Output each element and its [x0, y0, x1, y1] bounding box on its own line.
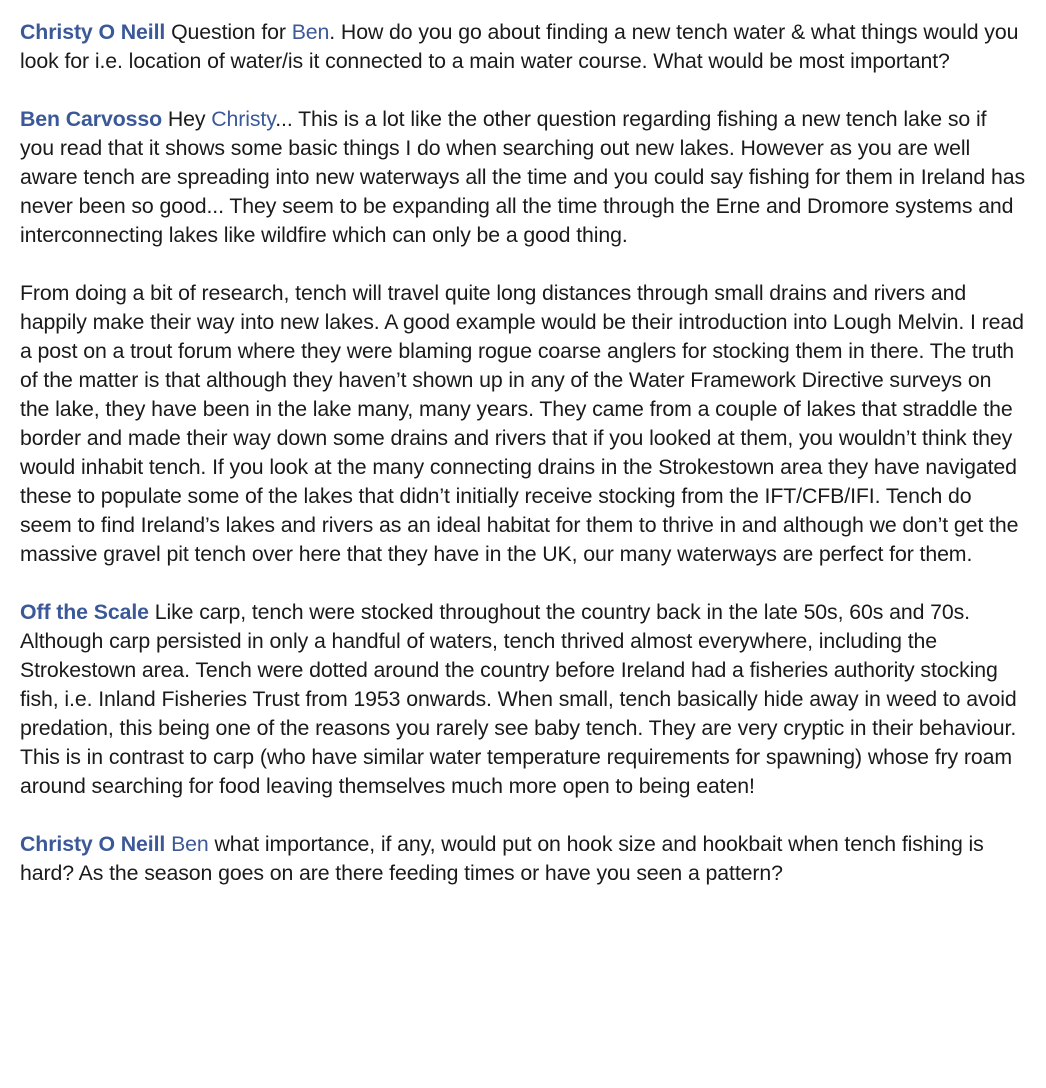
comment-author[interactable]: Christy O Neill [20, 832, 166, 856]
comment [20, 598, 1026, 801]
comment-text: Hey [162, 107, 212, 131]
comment-continuation [20, 279, 1026, 569]
comment [20, 18, 1026, 76]
comment-text: Like carp, tench were stocked throughout the country back in the late 50s, 60s and 70s. Although carp persisted in only a handful of waters, tench thrived almost everywhere, including the Strokestown area. Tench were dotted around the country before Ireland had a fisheries authority stocking fish, i.e. Inland Fisheries Trust from 1953 onwards. When small, tench basically hide away in weed to avoid predation, this being one of the reasons you rarely see baby tench. They are very cryptic in their behaviour. This is in contrast to carp (who have similar water temperature requirements for spawning) whose fry roam around searching for food leaving themselves much more open to being eaten! [20, 600, 1017, 798]
comment-author[interactable]: Christy O Neill [20, 20, 166, 44]
comment [20, 105, 1026, 250]
mention-link[interactable]: Christy [211, 107, 276, 131]
comment-text: . How do you go about finding a new tench water & what things would you look for i.e. location of water/is it connected to a main water course. What would be most important? [20, 20, 1019, 73]
comment-author[interactable]: Off the Scale [20, 600, 149, 624]
comment-text: what importance, if any, would put on hook size and hookbait when tench fishing is hard? As the season goes on are there feeding times or have you seen a pattern? [20, 832, 984, 885]
mention-link[interactable]: Ben [291, 20, 330, 44]
comment-text: Question for [165, 20, 292, 44]
mention-link[interactable]: Ben [171, 832, 209, 856]
comment-author[interactable]: Ben Carvosso [20, 107, 163, 131]
comment [20, 830, 1026, 888]
comment-text: From doing a bit of research, tench will travel quite long distances through small drains and rivers and happily make their way into new lakes. A good example would be their introduction into Lough Melvin. I read a post on a trout forum where they were blaming rogue coarse anglers for stocking them in there. The truth of the matter is that although they haven’t shown up in any of the Water Framework Directive surveys on the lake, they have been in the lake many, many years. They came from a couple of lakes that straddle the border and made their way down some drains and rivers that if you looked at them, you wouldn’t think they would inhabit tench. If you look at the many connecting drains in the Strokestown area they have navigated these to populate some of the lakes that didn’t initially receive stocking from the IFT/CFB/IFI. Tench do seem to find Ireland’s lakes and rivers as an ideal habitat for them to thrive in and although we don’t get the massive gravel pit tench over here that they have in the UK, our many waterways are perfect for them. [20, 281, 1024, 566]
comment-text: ... This is a lot like the other question regarding fishing a new tench lake so if you read that it shows some basic things I do when searching out new lakes. However as you are well aware tench are spreading into new waterways all the time and you could say fishing for them in Ireland has never been so good... They seem to be expanding all the time through the Erne and Dromore systems and interconnecting lakes like wildfire which can only be a good thing. [20, 107, 1026, 247]
